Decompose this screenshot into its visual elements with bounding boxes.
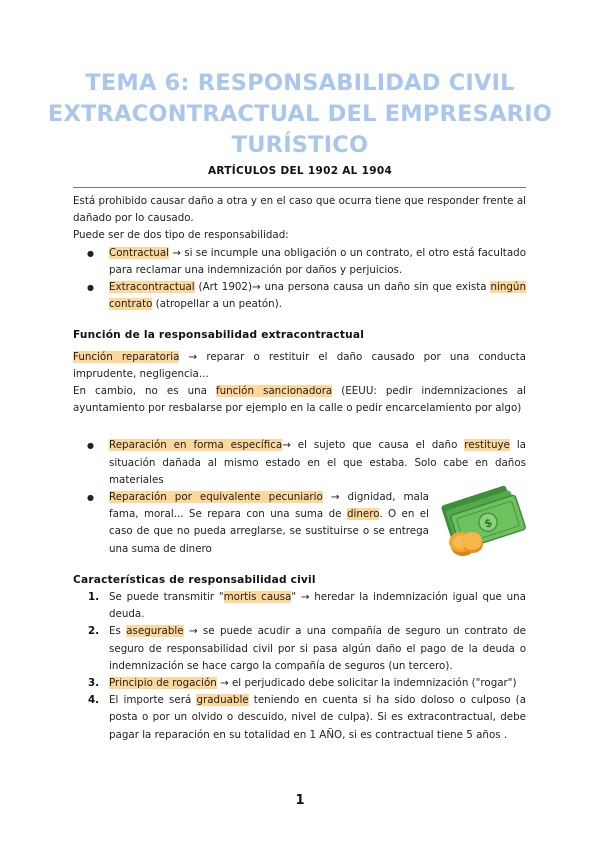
term-highlight: Contractual	[109, 246, 169, 259]
term-highlight: Extracontractual	[109, 281, 195, 294]
divider	[73, 187, 526, 188]
term-highlight: ningún contrato	[109, 281, 526, 311]
list-item: ● Extracontractual (Art 1902)→ una persona causa un daño sin que exista ningún contrato (atropellar a un peatón).	[73, 279, 526, 313]
intro-paragraph-2: Puede ser de dos tipo de responsabilidad:	[73, 229, 289, 242]
paragraph: En cambio, no es una función sancionadora (EEUU: pedir indemnizaciones al ayuntamiento por resbalarse por ejemplo en la calle o pedir encarcelamiento por algo)	[73, 385, 526, 415]
list-item: ● Reparación por equivalente pecuniario → dignidad, mala fama, moral... Se repara con una suma de dinero. O en el caso de que no pueda arreglarse, se sustituirse o se entrega una suma de dinero	[73, 489, 526, 558]
list-item: 4. El importe será graduable teniendo en cuenta si ha sido doloso o culposo (a posta o por un olvido o descuido, nivel de culpa). Si es extracontractual, debe pagar la reparación en su totalidad en 1 AÑO, si es contractual tiene 5 años .	[88, 694, 526, 741]
list-item: 3. Principio de rogación → el perjudicado debe solicitar la indemnización ("rogar")	[88, 677, 517, 690]
page-title: TEMA 6: RESPONSABILIDAD CIVIL EXTRACONTRACTUAL DEL EMPRESARIO TURÍSTICO	[47, 70, 553, 158]
paragraph: Función reparatoria → reparar o restituir el daño causado por una conducta imprudente, negligencia...	[73, 350, 526, 380]
money-icon	[437, 480, 527, 560]
list-item: ● Reparación en forma específica→ el sujeto que causa el daño restituye la situación dañada al mismo estado en el que estaba. Solo cabe en daños materiales	[73, 437, 526, 489]
subtitle: ARTÍCULOS DEL 1902 AL 1904	[207, 165, 393, 177]
document-body	[73, 193, 526, 744]
characteristics-list	[73, 589, 526, 744]
section-heading: Características de responsabilidad civil	[73, 573, 316, 586]
list-item: 2. Es asegurable → se puede acudir a una compañía de seguro un contrato de seguro de responsabilidad civil por si pasa algún daño el pago de la deuda o indemnización se hace cargo la compañía de seguros (un tercero).	[88, 625, 526, 672]
intro-paragraph: Está prohibido causar daño a otra y en el caso que ocurra tiene que responder frente al dañado por lo causado.	[73, 195, 526, 225]
page-number: 1	[295, 793, 305, 808]
responsibility-types	[73, 245, 526, 314]
svg-text:$: $	[482, 515, 494, 531]
list-item: ● Contractual → si se incumple una obligación o un contrato, el otro está facultado para reclamar una indemnización por daños y perjuicios.	[73, 245, 526, 279]
list-item: 1. Se puede transmitir "mortis causa" → heredar la indemnización igual que una deuda.	[88, 591, 526, 621]
section-heading: Función de la responsabilidad extracontractual	[73, 329, 365, 342]
